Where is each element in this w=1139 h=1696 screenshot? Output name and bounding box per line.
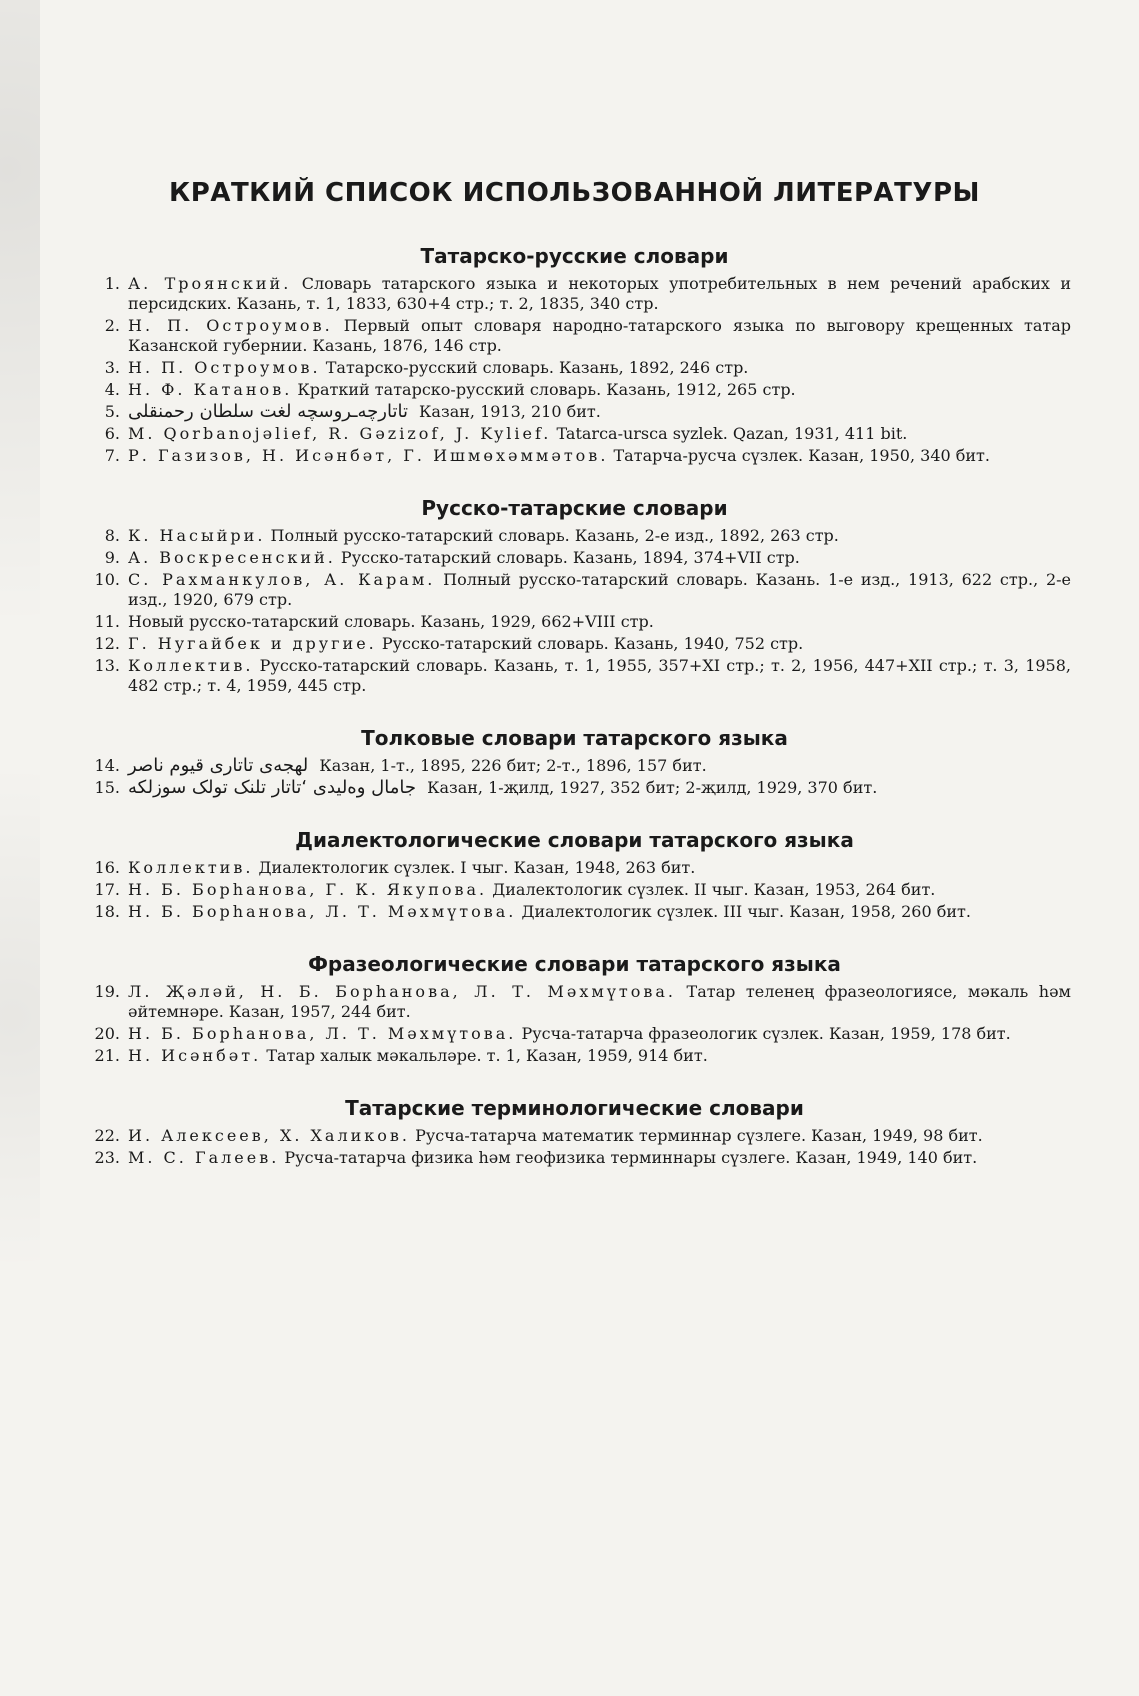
reference-text: Краткий татарско-русский словарь. Казань, 1912, 265 стр.: [297, 380, 796, 399]
reference-number: 6.: [104, 424, 120, 443]
reference-list: [78, 756, 1071, 798]
reference-body: [128, 274, 1071, 314]
section-heading: Русско-татарские словари: [421, 496, 728, 520]
reference-number: 22.: [94, 1126, 120, 1145]
reference-body: [128, 1148, 1071, 1168]
reference-item: [78, 548, 1071, 568]
reference-text: Русско-татарский словарь. Казань, т. 1, 1955, 357+XI стр.; т. 2, 1956, 447+XII стр.; т. 3, 1958, 482 стр.; т. 4, 1959, 445 стр.: [128, 656, 1071, 695]
reference-item: [78, 1148, 1071, 1168]
reference-author: Коллектив.: [128, 858, 254, 877]
reference-item: [78, 634, 1071, 654]
reference-author: И. Алексеев, Х. Халиков.: [128, 1126, 410, 1145]
reference-item: [78, 526, 1071, 546]
reference-text: Русча-татарча физика һәм геофизика терминнары сүзлеге. Казан, 1949, 140 бит.: [284, 1148, 978, 1167]
reference-author: Н. Б. Борһанова, Л. Т. Мәхмүтова.: [128, 1024, 517, 1043]
reference-text: Татарско-русский словарь. Казань, 1892, 246 стр.: [325, 358, 749, 377]
reference-author: Н. Исәнбәт.: [128, 1046, 262, 1065]
reference-text: Полный русско-татарский словарь. Казань. 1-е изд., 1913, 622 стр., 2-е изд., 1920, 679 стр.: [128, 570, 1071, 609]
reference-body: [128, 526, 1071, 546]
reference-item: [78, 402, 1071, 422]
section: [78, 1096, 1071, 1168]
reference-number: 12.: [94, 634, 120, 653]
reference-text: Татар теленең фразеологиясе, мәкаль һәм әйтемнәре. Казан, 1957, 244 бит.: [128, 982, 1071, 1021]
reference-number: 8.: [104, 526, 120, 545]
reference-author: Н. П. Остроумов.: [128, 358, 321, 377]
reference-number: 20.: [94, 1024, 120, 1043]
section-heading: Диалектологические словари татарского языка: [295, 828, 854, 852]
reference-author: Н. Ф. Катанов.: [128, 380, 293, 399]
reference-item: [78, 274, 1071, 314]
reference-list: [78, 982, 1071, 1066]
reference-item: [78, 1024, 1071, 1044]
reference-item: [78, 424, 1071, 444]
reference-number: 5.: [104, 402, 120, 421]
section: [78, 828, 1071, 922]
reference-text: Казан, 1913, 210 бит.: [419, 402, 601, 421]
reference-text: Русско-татарский словарь. Казань, 1894, 374+VII стр.: [340, 548, 800, 567]
reference-author: Г. Нугайбек и другие.: [128, 634, 377, 653]
reference-body: [128, 1046, 1071, 1066]
reference-number: 21.: [94, 1046, 120, 1065]
reference-number: 9.: [104, 548, 120, 567]
reference-item: [78, 1046, 1071, 1066]
section-heading: Татарские терминологические словари: [345, 1096, 804, 1120]
section: [78, 952, 1071, 1066]
reference-text: Татар халык мәкальләре. т. 1, Казан, 1959, 914 бит.: [266, 1046, 708, 1065]
reference-item: [78, 778, 1071, 798]
reference-body: [128, 316, 1071, 356]
reference-body: [128, 358, 1071, 378]
reference-number: 3.: [104, 358, 120, 377]
reference-text: Русско-татарский словарь. Казань, 1940, 752 стр.: [381, 634, 804, 653]
reference-number: 18.: [94, 902, 120, 921]
reference-list: [78, 274, 1071, 466]
reference-item: [78, 858, 1071, 878]
reference-body: [128, 756, 1071, 776]
reference-author: А. Троянский.: [128, 274, 292, 293]
reference-text: Русча-татарча математик терминнар сүзлеге. Казан, 1949, 98 бит.: [415, 1126, 983, 1145]
reference-arabic-title: لهجه‌ی تاتاری قیوم ناصر: [128, 755, 309, 776]
reference-text: Диалектологик сүзлек. III чыг. Казан, 1958, 260 бит.: [521, 902, 971, 921]
reference-text: Татарча-русча сүзлек. Казан, 1950, 340 бит.: [613, 446, 990, 465]
reference-item: [78, 358, 1071, 378]
reference-item: [78, 446, 1071, 466]
reference-item: [78, 612, 1071, 632]
reference-item: [78, 756, 1071, 776]
reference-author: Н. Б. Борһанова, Г. К. Якупова.: [128, 880, 488, 899]
reference-body: [128, 902, 1071, 922]
reference-text: Диалектологик сүзлек. I чыг. Казан, 1948, 263 бит.: [258, 858, 696, 877]
reference-item: [78, 1126, 1071, 1146]
reference-author: Коллектив.: [128, 656, 254, 675]
reference-text: Казан, 1-җилд, 1927, 352 бит; 2-җилд, 1929, 370 бит.: [427, 778, 878, 797]
reference-body: [128, 1024, 1071, 1044]
reference-item: [78, 880, 1071, 900]
reference-text: Первый опыт словаря народно-татарского языка по выговору крещенных татар Казанской губернии. Казань, 1876, 146 стр.: [128, 316, 1072, 355]
reference-body: [128, 880, 1071, 900]
reference-list: [78, 858, 1071, 922]
reference-body: [128, 656, 1071, 696]
reference-body: [128, 402, 1071, 422]
section-heading: Толковые словари татарского языка: [361, 726, 788, 750]
section: [78, 496, 1071, 696]
reference-number: 1.: [104, 274, 120, 293]
reference-text: Русча-татарча фразеологик сүзлек. Казан, 1959, 178 бит.: [521, 1024, 1011, 1043]
reference-author: Р. Газизов, Н. Исәнбәт, Г. Ишмөхәммәтов.: [128, 446, 609, 465]
reference-item: [78, 380, 1071, 400]
reference-number: 13.: [94, 656, 120, 675]
reference-body: [128, 778, 1071, 798]
bibliography: [78, 244, 1071, 1168]
reference-number: 19.: [94, 982, 120, 1001]
reference-body: [128, 982, 1071, 1022]
reference-body: [128, 424, 1071, 444]
reference-number: 11.: [94, 612, 120, 631]
reference-item: [78, 656, 1071, 696]
reference-item: [78, 316, 1071, 356]
reference-body: [128, 634, 1071, 654]
reference-text: Казан, 1-т., 1895, 226 бит; 2-т., 1896, 157 бит.: [319, 756, 707, 775]
reference-author: Н. Б. Борһанова, Л. Т. Мәхмүтова.: [128, 902, 517, 921]
reference-author: M. Qorbanojəlief, R. Gəzizof, J. Kylief.: [128, 424, 552, 443]
reference-text: Диалектологик сүзлек. II чыг. Казан, 1953, 264 бит.: [492, 880, 936, 899]
section-heading: Фразеологические словари татарского языка: [308, 952, 841, 976]
reference-number: 16.: [94, 858, 120, 877]
reference-item: [78, 570, 1071, 610]
reference-author: А. Воскресенский.: [128, 548, 336, 567]
reference-body: [128, 380, 1071, 400]
reference-text: Словарь татарского языка и некоторых употребительных в нем речений арабских и персидских. Казань, т. 1, 1833, 630+4 стр.; т. 2, 1835, 340 стр.: [128, 274, 1072, 313]
reference-text: Полный русско-татарский словарь. Казань, 2-е изд., 1892, 263 стр.: [270, 526, 839, 545]
reference-text: Tatarca-ursca syzlek. Qazan, 1931, 411 bit.: [556, 424, 908, 443]
reference-author: Н. П. Остроумов.: [128, 316, 333, 335]
reference-author: С. Рахманкулов, А. Карам.: [128, 570, 436, 589]
reference-body: [128, 570, 1071, 610]
reference-number: 2.: [104, 316, 120, 335]
reference-number: 15.: [94, 778, 120, 797]
page-title: КРАТКИЙ СПИСОК ИСПОЛЬЗОВАННОЙ ЛИТЕРАТУРЫ: [169, 178, 980, 208]
reference-item: [78, 902, 1071, 922]
reference-list: [78, 526, 1071, 696]
reference-body: [128, 548, 1071, 568]
reference-body: [128, 1126, 1071, 1146]
reference-author: Л. Җәләй, Н. Б. Борһанова, Л. Т. Мәхмүтова.: [128, 982, 676, 1001]
section: [78, 244, 1071, 466]
reference-number: 4.: [104, 380, 120, 399]
reference-text: Новый русско-татарский словарь. Казань, 1929, 662+VIII стр.: [128, 612, 654, 631]
reference-item: [78, 982, 1071, 1022]
reference-list: [78, 1126, 1071, 1168]
reference-author: К. Насыйри.: [128, 526, 266, 545]
section: [78, 726, 1071, 798]
reference-arabic-title: جامال وه‌لیدی ‘تاتار تلنک تولک سوزلکه: [128, 777, 416, 798]
reference-body: [128, 612, 1071, 632]
section-heading: Татарско-русские словари: [420, 244, 729, 268]
reference-author: М. С. Галеев.: [128, 1148, 280, 1167]
reference-body: [128, 446, 1071, 466]
reference-arabic-title: تاتارچه‌ـروسچه لغت سلطان رحمنقلی: [128, 401, 408, 422]
reference-number: 17.: [94, 880, 120, 899]
reference-number: 23.: [94, 1148, 120, 1167]
reference-number: 14.: [94, 756, 120, 775]
reference-number: 10.: [94, 570, 120, 589]
reference-number: 7.: [104, 446, 120, 465]
reference-body: [128, 858, 1071, 878]
